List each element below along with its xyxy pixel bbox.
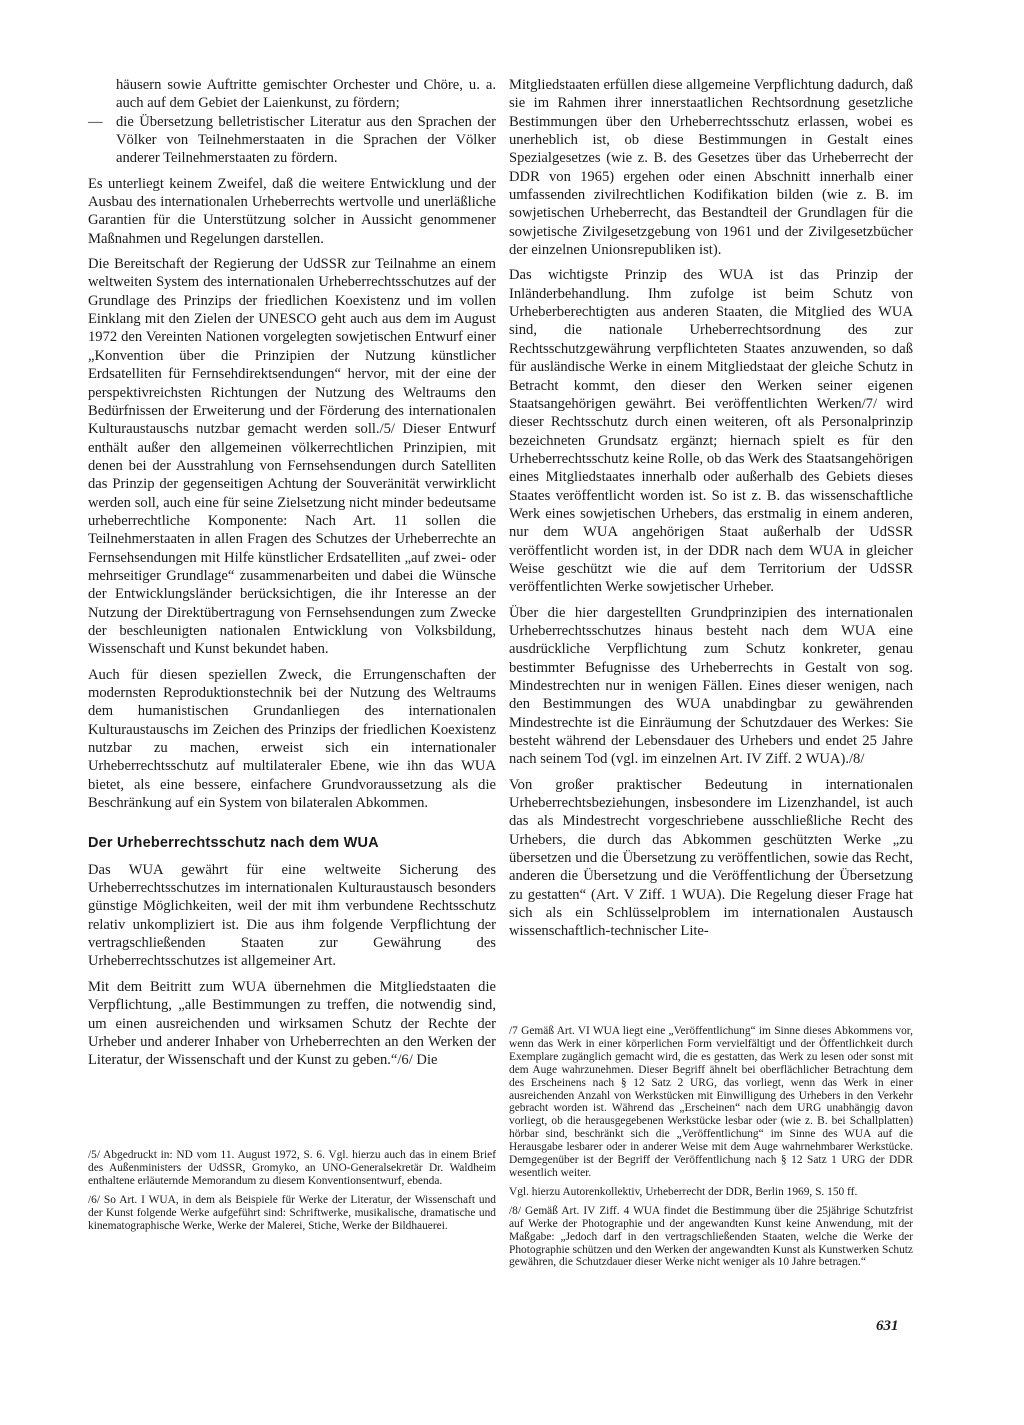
paragraph: Auch für diesen speziellen Zweck, die Errungenschaften der modernsten Reproduktionstechnik bei der Nutzung des Weltraums dem humanistischen Grundanliegen des internationalen Kulturaustauschs im Zeichen des Prinzips der friedlichen Koexistenz nutzbar zu machen, erweist sich ein internationaler Urheberrechtsschutz auf multilateraler Ebene, wie ihn das WUA bietet, als eine bessere, einfachere Grundvoraussetzung als die Beschränkung auf ein System von bilateralen Abkommen. xyxy=(88,666,496,812)
measures-list xyxy=(88,76,496,168)
footnote-5: /5/ Abgedruckt in: ND vom 11. August 1972, S. 6. Vgl. hierzu auch das in einem Brief des Außenministers der UdSSR, Gromyko, an UNO-Generalsekretär Dr. Waldheim enthaltene erläuternde Memorandum zu diesem Konventionsentwurf, ebenda. xyxy=(88,1149,496,1187)
page-number: 631 xyxy=(876,1318,899,1334)
paragraph: Mit dem Beitritt zum WUA übernehmen die Mitgliedstaaten die Verpflichtung, „alle Bestimmungen zu treffen, die notwendig sind, um einen ausreichenden und wirksamen Schutz der Rechte der Urheber und anderer Inhaber von Urheberrechten an den Werken der Literatur, der Wissenschaft und der Kunst zu geben.“/6/ Die xyxy=(88,978,496,1069)
paragraph: Das wichtigste Prinzip des WUA ist das Prinzip der Inländerbehandlung. Ihm zufolge ist beim Schutz von Urheberberechtigten aus anderen Staaten, die Mitglied des WUA sind, die nationale Urheberrechtsordnung des zur Rechtsschutzgewährung verpflichteten Staates anzuwenden, so daß für ausländische Werke in einem Mitgliedstaat der gleiche Schutz in Betracht kommt, den dieser den Werken seiner eigenen Staatsangehörigen gewährt. Bei veröffentlichten Werken/7/ wird dieser Rechtsschutz durch einen weiteren, oft als Personalprinzip bezeichneten Grundsatz ergänzt; hiernach spielt es für den Urheberrechtsschutz keine Rolle, ob das Werk des Staatsangehörigen eines Mitgliedstaates innerhalb oder außerhalb des Gebiets dieses Staates veröffentlicht worden ist. So ist z. B. das wissenschaftliche Werk eines sowjetischen Urhebers, das erstmalig in einem anderen, nur dem WUA angehörigen Staat außerhalb der UdSSR veröffentlicht worden ist, in der DDR nach dem WUA in gleicher Weise geschützt wie die auf dem Territorium der UdSSR veröffentlichten Werke sowjetischer Urheber. xyxy=(509,267,913,596)
footnotes-left xyxy=(88,1149,496,1238)
paragraph: Von großer praktischer Bedeutung in internationalen Urheberrechtsbeziehungen, insbesondere im Lizenzhandel, ist auch das als Mindestrecht vorgeschriebene ausschließliche Recht des Urhebers, die durch das Abkommen geschützten Werke „zu übersetzen und die Übersetzung zu veröffentlichen, sowie das Recht, anderen die Übersetzung und die Veröffentlichung der Übersetzung zu gestatten“ (Art. V Ziff. 1 WUA). Die Regelung dieser Frage hat sich als ein Schlüsselproblem im internationalen Austausch wissenschaftlich-technischer Lite- xyxy=(509,776,913,940)
paragraph: Über die hier dargestellten Grundprinzipien des internationalen Urheberrechtsschutzes hinaus besteht nach dem WUA eine ausdrückliche Verpflichtung zum Schutz konkreter, genau bestimmter Befugnisse des Urheberrechts in Gestalt von sog. Mindestrechten nur in wenigen Fällen. Eines dieser wenigen, nach den Bestimmungen des WUA unabdingbar zu gewährenden Mindestrechte ist die Einräumung der Schutzdauer des Werkes: Sie besteht während der Lebensdauer des Urhebers und endet 25 Jahre nach seinem Tod (vgl. im einzelnen Art. IV Ziff. 2 WUA)./8/ xyxy=(509,604,913,768)
footnote-7: /7 Gemäß Art. VI WUA liegt eine „Veröffentlichung“ im Sinne dieses Abkommens vor, wenn das Werk in einer körperlichen Form vervielfältigt und der Öffentlichkeit durch Exemplare zugänglich gemacht wird, die es gestatten, das Werk zu lesen oder sonst mit dem Auge wahrzunehmen. Dieser Begriff ähnelt bei oberflächlicher Betrachtung dem des Erscheinens nach § 12 Satz 2 URG, das vorliegt, wenn das Werk in einer ausreichenden Anzahl von Werkstücken mit Einwilligung des Urhebers in den Verkehr gebracht worden ist. Während das „Erscheinen“ nach dem URG unabhängig davon vorliegt, ob die herausgegebenen Werkstücke lesbar oder (wie z. B. bei Schallplatten) hörbar sind, beschränkt sich die „Veröffentlichung“ im Sinne des WUA auf die Herausgabe lesbarer oder in anderer Weise mit dem Auge wahrnehmbarer Werkstücke. Demgegenüber ist der Begriff der Veröffentlichung nach § 12 Satz 1 URG der DDR wesentlich weiter. xyxy=(509,1025,913,1179)
section-heading: Der Urheberrechtsschutz nach dem WUA xyxy=(88,835,379,852)
footnote-6: /6/ So Art. I WUA, in dem als Beispiele für Werke der Literatur, der Wissenschaft und der Kunst folgende Werke aufgeführt sind: Schriftwerke, musikalische, dramatische und kinematographische Werke, Werke der Malerei, Stiche, Werke der Bildhauerei. xyxy=(88,1193,496,1232)
paragraph: Das WUA gewährt für eine weltweite Sicherung des Urheberrechtsschutzes im internationalen Kulturaustausch besonders günstige Möglichkeiten, weil der mit ihm verbundene Rechtsschutz relativ unkompliziert ist. Die aus ihm folgende Verpflichtung der vertragschließenden Staaten zur Gewährung des Urheberrechtsschutzes ist allgemeiner Art. xyxy=(88,861,496,970)
list-item: häusern sowie Auftritte gemischter Orchester und Chöre, u. a. auch auf dem Gebiet der Laienkunst, zu fördern; xyxy=(116,77,496,112)
paragraph: Mitgliedstaaten erfüllen diese allgemeine Verpflichtung dadurch, daß sie im Rahmen ihrer innerstaatlichen Rechtsordnung gesetzliche Bestimmungen über den Urheberrechtsschutz erlassen, wobei es unerheblich ist, ob diese Bestimmungen in Gestalt eines Spezialgesetzes (wie z. B. des Gesetzes über das Urheberrecht der DDR von 1965) ergehen oder einen Abschnitt innerhalb einer umfassenden zivilrechtlichen Kodifikation bilden (wie z. B. im sowjetischen Urheberrecht, das Bestandteil der Grundlagen für die sowjetische Zivilgesetzgebung von 1961 und der Zivilgesetzbücher der einzelnen Unionsrepubliken ist). xyxy=(509,77,913,259)
right-column xyxy=(509,76,913,948)
footnotes-right xyxy=(509,1025,913,1275)
footnote-8: /8/ Gemäß Art. IV Ziff. 4 WUA findet die Bestimmung über die 25jährige Schutzfrist auf Werke der Photographie und der angewandten Kunst keine Anwendung, mit der Maßgabe: „Jedoch darf in den vertragschließenden Staaten, welche die Werke der Photographie schützen und den Werken der angewandten Kunst als Kunstwerken Schutz gewähren, die Schutzdauer dieser Werke nicht weniger als 10 Jahre betragen.“ xyxy=(509,1204,913,1269)
left-column xyxy=(88,76,496,1077)
footnote-7-reference: Vgl. hierzu Autorenkollektiv, Urheberrecht der DDR, Berlin 1969, S. 150 ff. xyxy=(509,1185,858,1198)
list-item: — die Übersetzung belletristischer Literatur aus den Sprachen der Völker von Teilnehmerstaaten in die Sprachen der Völker anderer Teilnehmerstaaten zu fördern. xyxy=(116,113,496,168)
paragraph: Es unterliegt keinem Zweifel, daß die weitere Entwicklung und der Ausbau des internationalen Urheberrechts wertvolle und unerläßliche Garantien für die Unterstützung solcher in Aussicht genommener Maßnahmen und Regelungen darstellen. xyxy=(88,175,496,247)
paragraph: Die Bereitschaft der Regierung der UdSSR zur Teilnahme an einem weltweiten System des internationalen Urheberrechtsschutzes auf der Grundlage des Prinzips der friedlichen Koexistenz und im vollen Einklang mit den Zielen der UNESCO geht auch aus dem im August 1972 den Vereinten Nationen vorgelegten sowjetischen Entwurf einer „Konvention über die Prinzipien der Nutzung künstlicher Erdsatelliten für Fernsehdirektsendungen“ hervor, mit der eine der perspektivreichsten Richtungen der Nutzung des Weltraums den Bedürfnissen der Erweiterung und der Förderung des internationalen Kulturaustauschs nutzbar gemacht werden soll./5/ Dieser Entwurf enthält außer den allgemeinen völkerrechtlichen Prinzipien, mit denen bei der Ausstrahlung von Fernsehsendungen durch Satelliten das Prinzip der gegenseitigen Achtung der Souveränität verwirklicht werden soll, auch eine für seine Zielsetzung nicht minder bedeutsame urheberrechtliche Komponente: Nach Art. 11 sollen die Teilnehmerstaaten in allen Fragen des Schutzes der Urheberrechte an Fernsehsendungen mit Hilfe künstlicher Erdsatelliten „auf zwei- oder mehrseitiger Grundlage“ zusammenarbeiten und dabei die Wünsche der Entwicklungsländer berücksichtigen, die ihr Interesse an der Nutzung der Direktübertragung von Fernsehsendungen zum Zwecke der beschleunigten nationalen Entwicklung von Volksbildung, Wissenschaft und Kunst bekundet haben. xyxy=(88,256,496,658)
